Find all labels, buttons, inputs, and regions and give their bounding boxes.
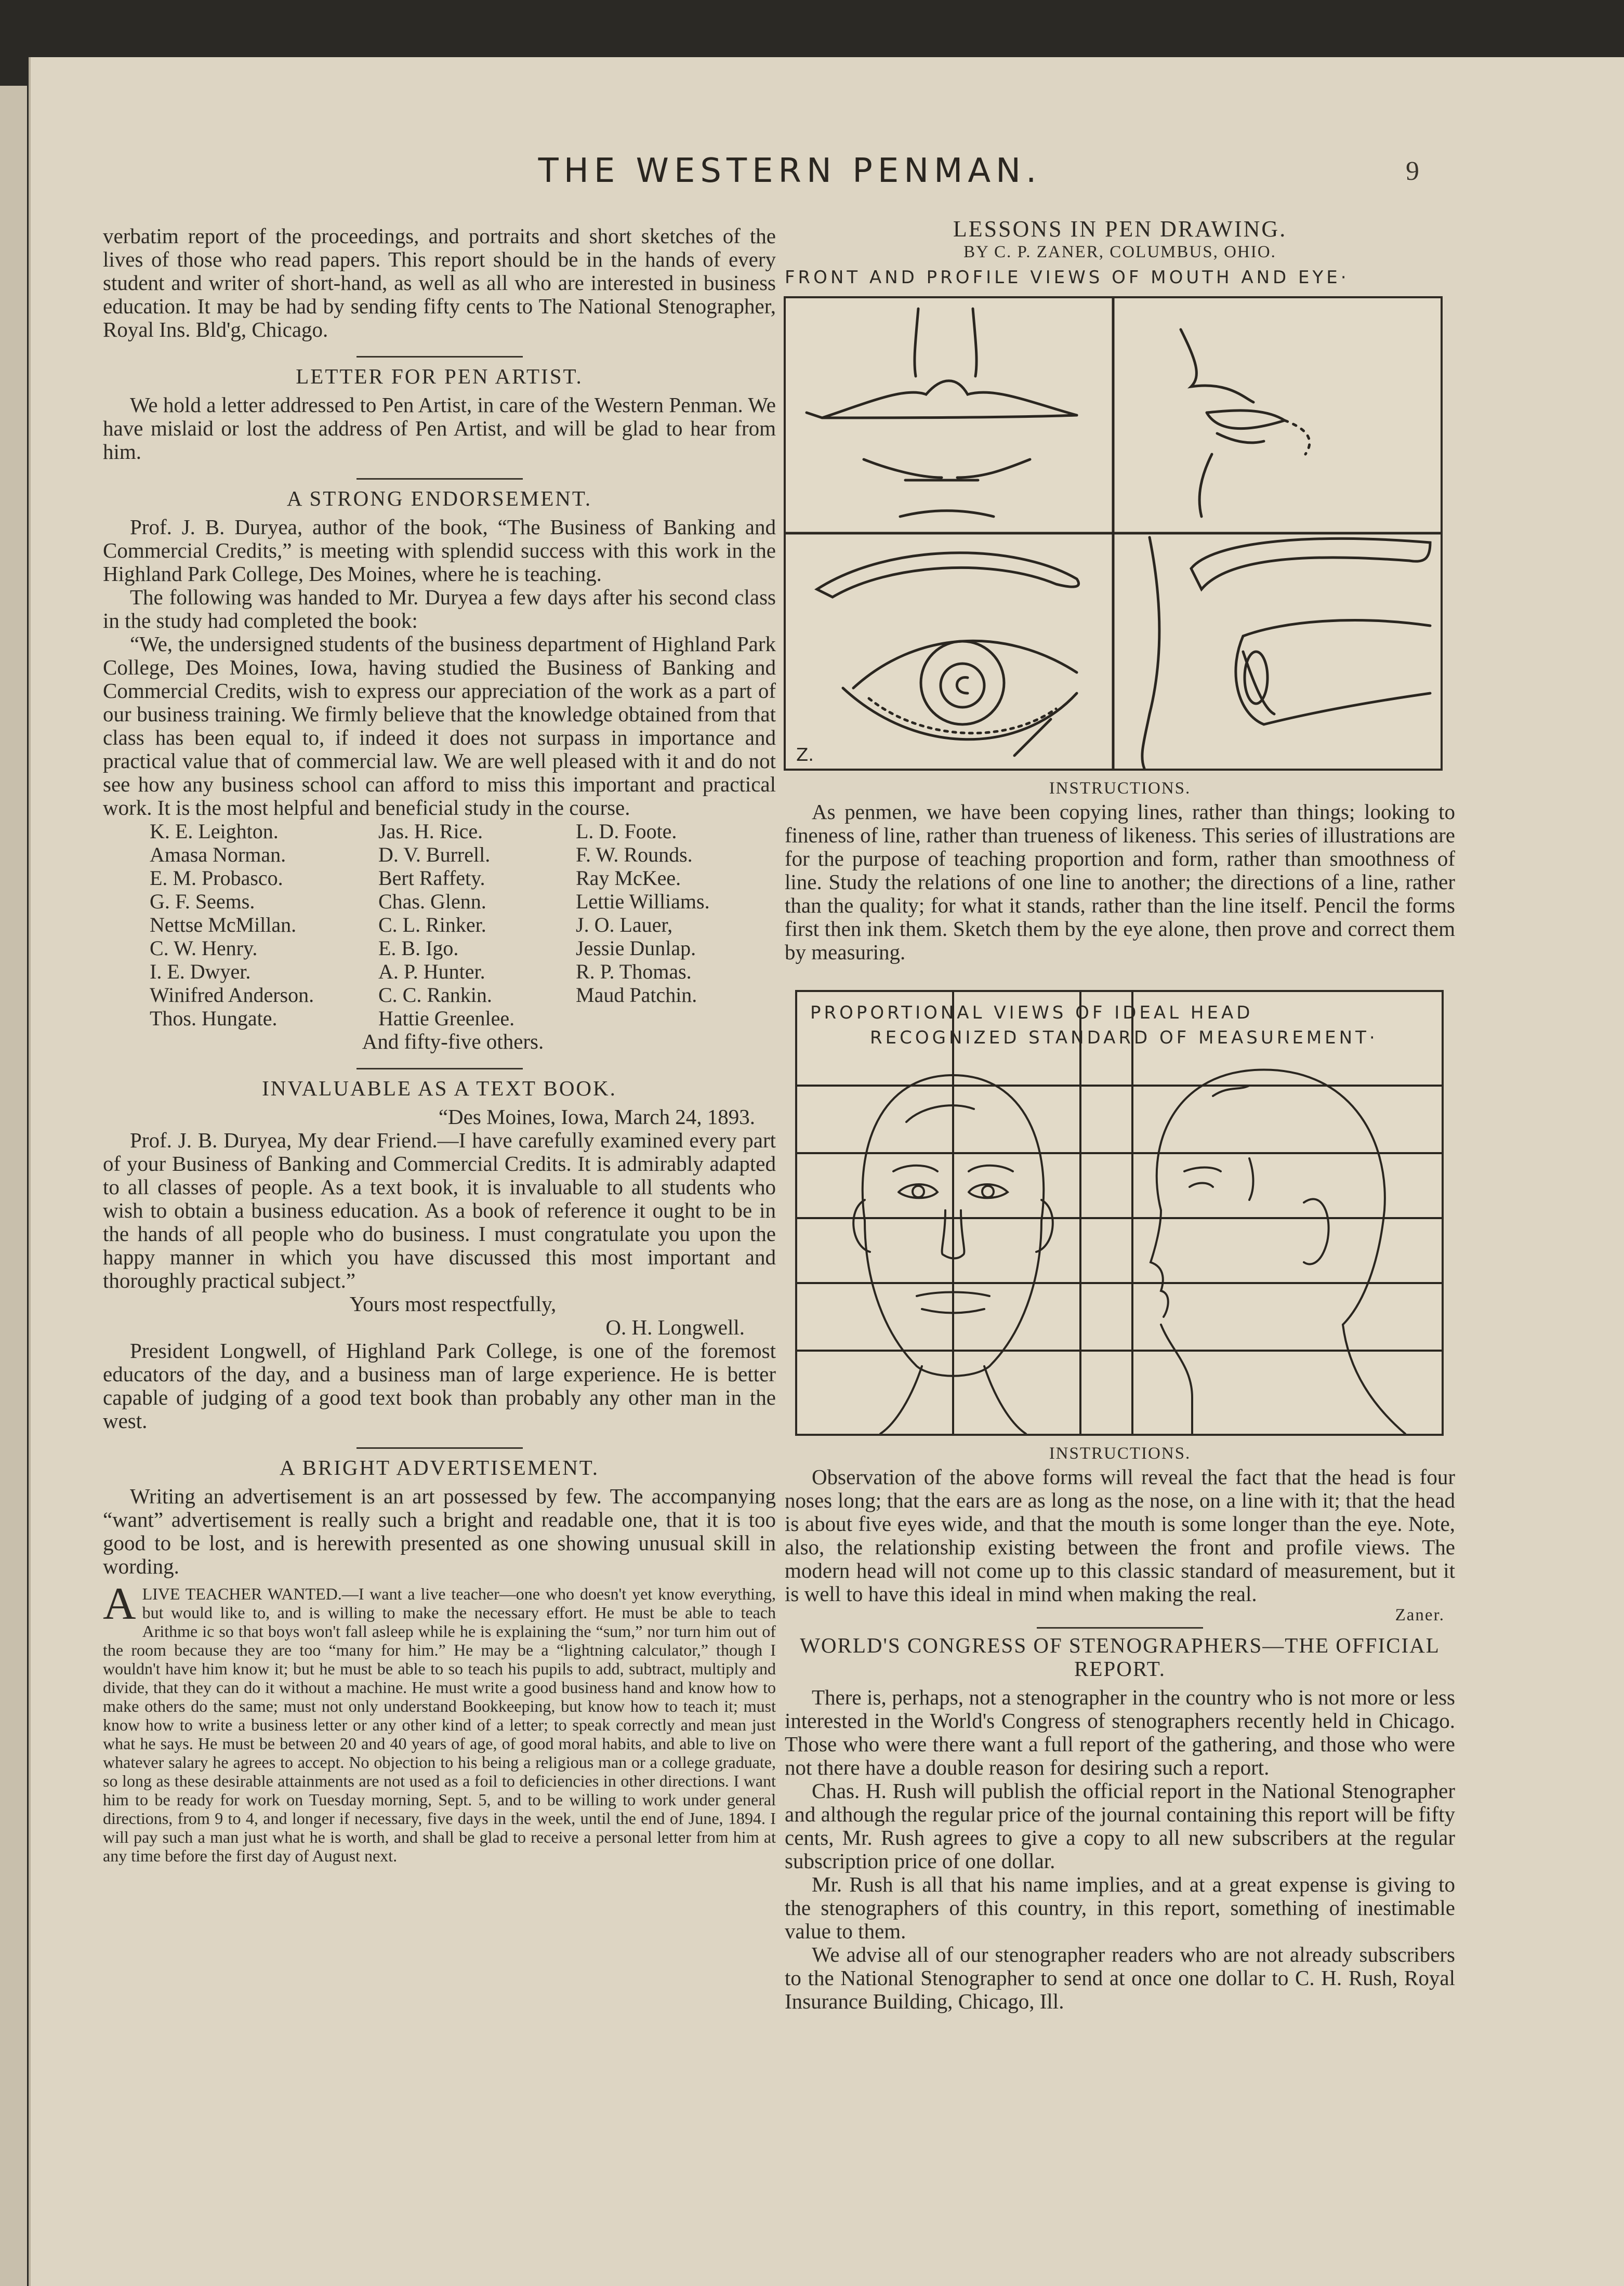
student-name: C. W. Henry. (150, 936, 258, 960)
ad-heading: A BRIGHT ADVERTISEMENT. (279, 1456, 600, 1479)
student-name: R. P. Thomas. (576, 960, 692, 983)
letter-paragraph: We hold a letter addressed to Pen Artist, in care of the Western Penman. We have mislaid or lost the address of Pen Artist, and will be glad to hear from him. (103, 393, 776, 464)
textbook-dateline: “Des Moines, Iowa, March 24, 1893. (438, 1105, 755, 1129)
want-ad (103, 1579, 776, 1865)
textbook-closing: Yours most respectfully, (349, 1292, 557, 1316)
student-name: Thos. Hungate. (150, 1007, 278, 1030)
heads-drawing (797, 992, 1442, 1434)
section-divider (1037, 1627, 1203, 1629)
student-name: Bert Raffety. (378, 866, 485, 890)
student-name: K. E. Leighton. (150, 820, 279, 843)
student-name: Chas. Glenn. (378, 890, 486, 913)
profile-mouth-drawing (1181, 329, 1310, 517)
instructions-paragraph: Observation of the above forms will reveal the fact that the head is four noses long; that the ears are as long as the nose, on a line with it; that the head is about five eyes wide, and that the mouth is some longer than the eye. Note, also, the relationship existing between the front and profile views. The modern head will not come up to this classic standard of measurement, but it is well to have this ideal in mind when making the real. (785, 1465, 1455, 1606)
student-name: Nettse McMillan. (150, 913, 297, 936)
figure2-title-line2: RECOGNIZED STANDARD OF MEASUREMENT· (870, 1027, 1378, 1048)
left-column (103, 224, 776, 1865)
instructions-block (785, 777, 1455, 964)
student-name: Lettie Williams. (576, 890, 710, 913)
student-name: J. O. Lauer, (576, 913, 673, 936)
endorsement-heading: A STRONG ENDORSEMENT. (286, 486, 592, 510)
textbook-comment: President Longwell, of Highland Park College, is one of the foremost educators of the day, and a business man of large experience. He is better capable of judging of a good text book than probably any other man in the west. (103, 1339, 776, 1433)
right-column-lower (785, 1442, 1455, 2013)
proportional-heads-figure (795, 990, 1444, 1436)
student-name: G. F. Seems. (150, 890, 255, 913)
profile-eye-drawing (1142, 537, 1430, 769)
student-name: D. V. Burrell. (378, 843, 491, 866)
right-column (785, 217, 1455, 289)
textbook-letter: Prof. J. B. Duryea, My dear Friend.—I have carefully examined every part of your Business of Banking and Commercial Credits. It is admirably adapted to all classes of people. As a text book, it is invaluable to all students who wish to obtain a business education. As a book of reference it ought to be in the hands of all people who do business. I must congratulate you upon the happy manner in which you have discussed this most important and thoroughly practical subject.” (103, 1128, 776, 1292)
mouth-eye-figure (784, 296, 1443, 771)
artist-signature: Z. (796, 745, 814, 765)
student-name: I. E. Dwyer. (150, 960, 251, 983)
student-name: Maud Patchin. (576, 983, 697, 1007)
endorsement-paragraph: The following was handed to Mr. Duryea a few days after his second class in the study had completed the book: (103, 585, 776, 632)
student-name: Ray McKee. (576, 866, 681, 890)
endorsement-quote: “We, the undersigned students of the business department of Highland Park College, Des Moines, Iowa, having studied the Business of Banking and Commercial Credits, wish to express our appreciation of the work as a part of our business training. We firmly believe that the knowledge obtained from that class has been equal to, if indeed it does not surpass in importance and practical value that of commercial law. We are well pleased with it and do not see how any business school can afford to miss this important and practical work. It is the most helpful and beneficial study in the course. (103, 632, 776, 820)
instructions-label: INSTRUCTIONS. (1049, 779, 1191, 798)
lessons-byline: BY C. P. ZANER, COLUMBUS, OHIO. (963, 243, 1276, 261)
instructions-paragraph: As penmen, we have been copying lines, rather than things; looking to fineness of line, rather than trueness of likeness. This series of illustrations are for the purpose of teaching proportion and form, rather than smoothness of line. Study the relations of one line to another; the directions of a line, rather than the quality; for what it stands, rather than the line itself. Pencil the forms first then ink them. Sketch them by the eye alone, then prove and correct them by measuring. (785, 800, 1455, 964)
student-name: C. C. Rankin. (378, 983, 492, 1007)
profile-head-drawing (1151, 1069, 1405, 1434)
congress-paragraph: We advise all of our stenographer readers who are not already subscribers to the National Stenographer to send at once one dollar to C. H. Rush, Royal Insurance Building, Chicago, Ill. (785, 1943, 1455, 2013)
letter-heading: LETTER FOR PEN ARTIST. (296, 364, 583, 388)
student-name: Winifred Anderson. (150, 983, 314, 1007)
ad-intro: Writing an advertisement is an art possessed by few. The accompanying “want” advertisement is really such a bright and readable one, that it is too good to be lost, and is herewith presented as one showing unusual skill in wording. (103, 1484, 776, 1578)
student-name: E. B. Igo. (378, 936, 459, 960)
student-name: Hattie Greenlee. (378, 1007, 515, 1030)
drop-cap: A (103, 1579, 136, 1629)
congress-paragraph: There is, perhaps, not a stenographer in the country who is not more or less interested in the World's Congress of stenographers recently held in Chicago. Those who were there want a full report of the gathering, and those who were not there have a double reason for desiring such a report. (785, 1685, 1455, 1779)
congress-heading: WORLD'S CONGRESS OF STENOGRAPHERS—THE OFFICIAL REPORT. (800, 1633, 1440, 1681)
congress-paragraph: Chas. H. Rush will publish the official report in the National Stenographer and although the regular price of the journal containing this report will be fifty cents, Mr. Rush agrees to give a copy to all new subscribers at the regular subscription price of one dollar. (785, 1779, 1455, 1873)
front-eye-drawing (817, 553, 1079, 756)
instructions-label: INSTRUCTIONS. (1049, 1444, 1191, 1463)
congress-paragraph: Mr. Rush is all that his name implies, and at a great expense is giving to the stenographers of this country, in this report, something of inestimable value to them. (785, 1872, 1455, 1943)
student-name: E. M. Probasco. (150, 866, 283, 890)
student-name (576, 1007, 763, 1030)
page-number: 9 (1406, 156, 1419, 186)
student-name: F. W. Rounds. (576, 843, 693, 866)
endorsement-paragraph: Prof. J. B. Duryea, author of the book, “The Business of Banking and Commercial Credits,” is meeting with splendid success with this work in the Highland Park College, Des Moines, where he is teaching. (103, 515, 776, 586)
intro-paragraph: verbatim report of the proceedings, and portraits and short sketches of the lives of those who read papers. This report should be in the hands of every student and writer of short-hand, as well as all who are interested in business education. It may be had by sending fifty cents to The National Stenographer, Royal Ins. Bld'g, Chicago. (103, 224, 776, 341)
instructions-signature: Zaner. (1395, 1606, 1445, 1624)
student-name: L. D. Foote. (576, 820, 677, 843)
figure2-title-line1: PROPORTIONAL VIEWS OF IDEAL HEAD (810, 1002, 1253, 1023)
textbook-heading: INVALUABLE AS A TEXT BOOK. (262, 1076, 617, 1100)
section-divider (357, 356, 523, 358)
figure1-title: FRONT AND PROFILE VIEWS OF MOUTH AND EYE· (785, 267, 1350, 288)
student-names (150, 820, 776, 1030)
front-mouth-drawing (807, 309, 1077, 517)
section-divider (357, 478, 523, 480)
section-divider (357, 1068, 523, 1069)
want-ad-text: LIVE TEACHER WANTED.—I want a live teacher—one who doesn't yet know everything, but would like to, and is willing to make the necessary effort. He must be able to teach Arithme ic so that boys won't fall asleep while he is explaining the “sum,” nor turn him out of the room because they are too “many for him.” He may be a “lightning calculator,” though I wouldn't have him know it; but he must be able to so teach his pupils to add, subtract, multiply and divide, that they can do it without a machine. He must write a good business hand and know how to make others do the same; must not only understand Bookkeeping, but know how to teach it; must know how to write a business letter or any other kind of a letter; to speak correctly and mean just what he says. He must be between 20 and 40 years of age, of good moral habits, and able to live on whatever salary he agrees to accept. No objection to his being a religious man or a college graduate, so long as these desirable attainments are not used as a foil to deficiencies in other directions. I want him to be ready for work on Tuesday morning, Sept. 5, and to be willing to work under general directions, from 9 to 4, and longer if necessary, five days in the week, until the end of June, 1894. I will pay such a man just what he is worth, and shall be glad to receive a personal letter from him at any time before the first day of August next. (103, 1584, 776, 1865)
student-name: A. P. Hunter. (378, 960, 485, 983)
student-name: Amasa Norman. (150, 843, 286, 866)
section-divider (357, 1447, 523, 1449)
student-name: Jessie Dunlap. (576, 936, 696, 960)
student-name: Jas. H. Rice. (378, 820, 483, 843)
student-name: C. L. Rinker. (378, 913, 486, 936)
lessons-heading: LESSONS IN PEN DRAWING. (953, 216, 1287, 242)
masthead: THE WESTERN PENMAN. (538, 152, 1042, 190)
previous-page-edge (0, 86, 27, 2286)
textbook-signature: O. H. Longwell. (605, 1315, 745, 1339)
names-footer: And fifty-five others. (362, 1029, 544, 1053)
